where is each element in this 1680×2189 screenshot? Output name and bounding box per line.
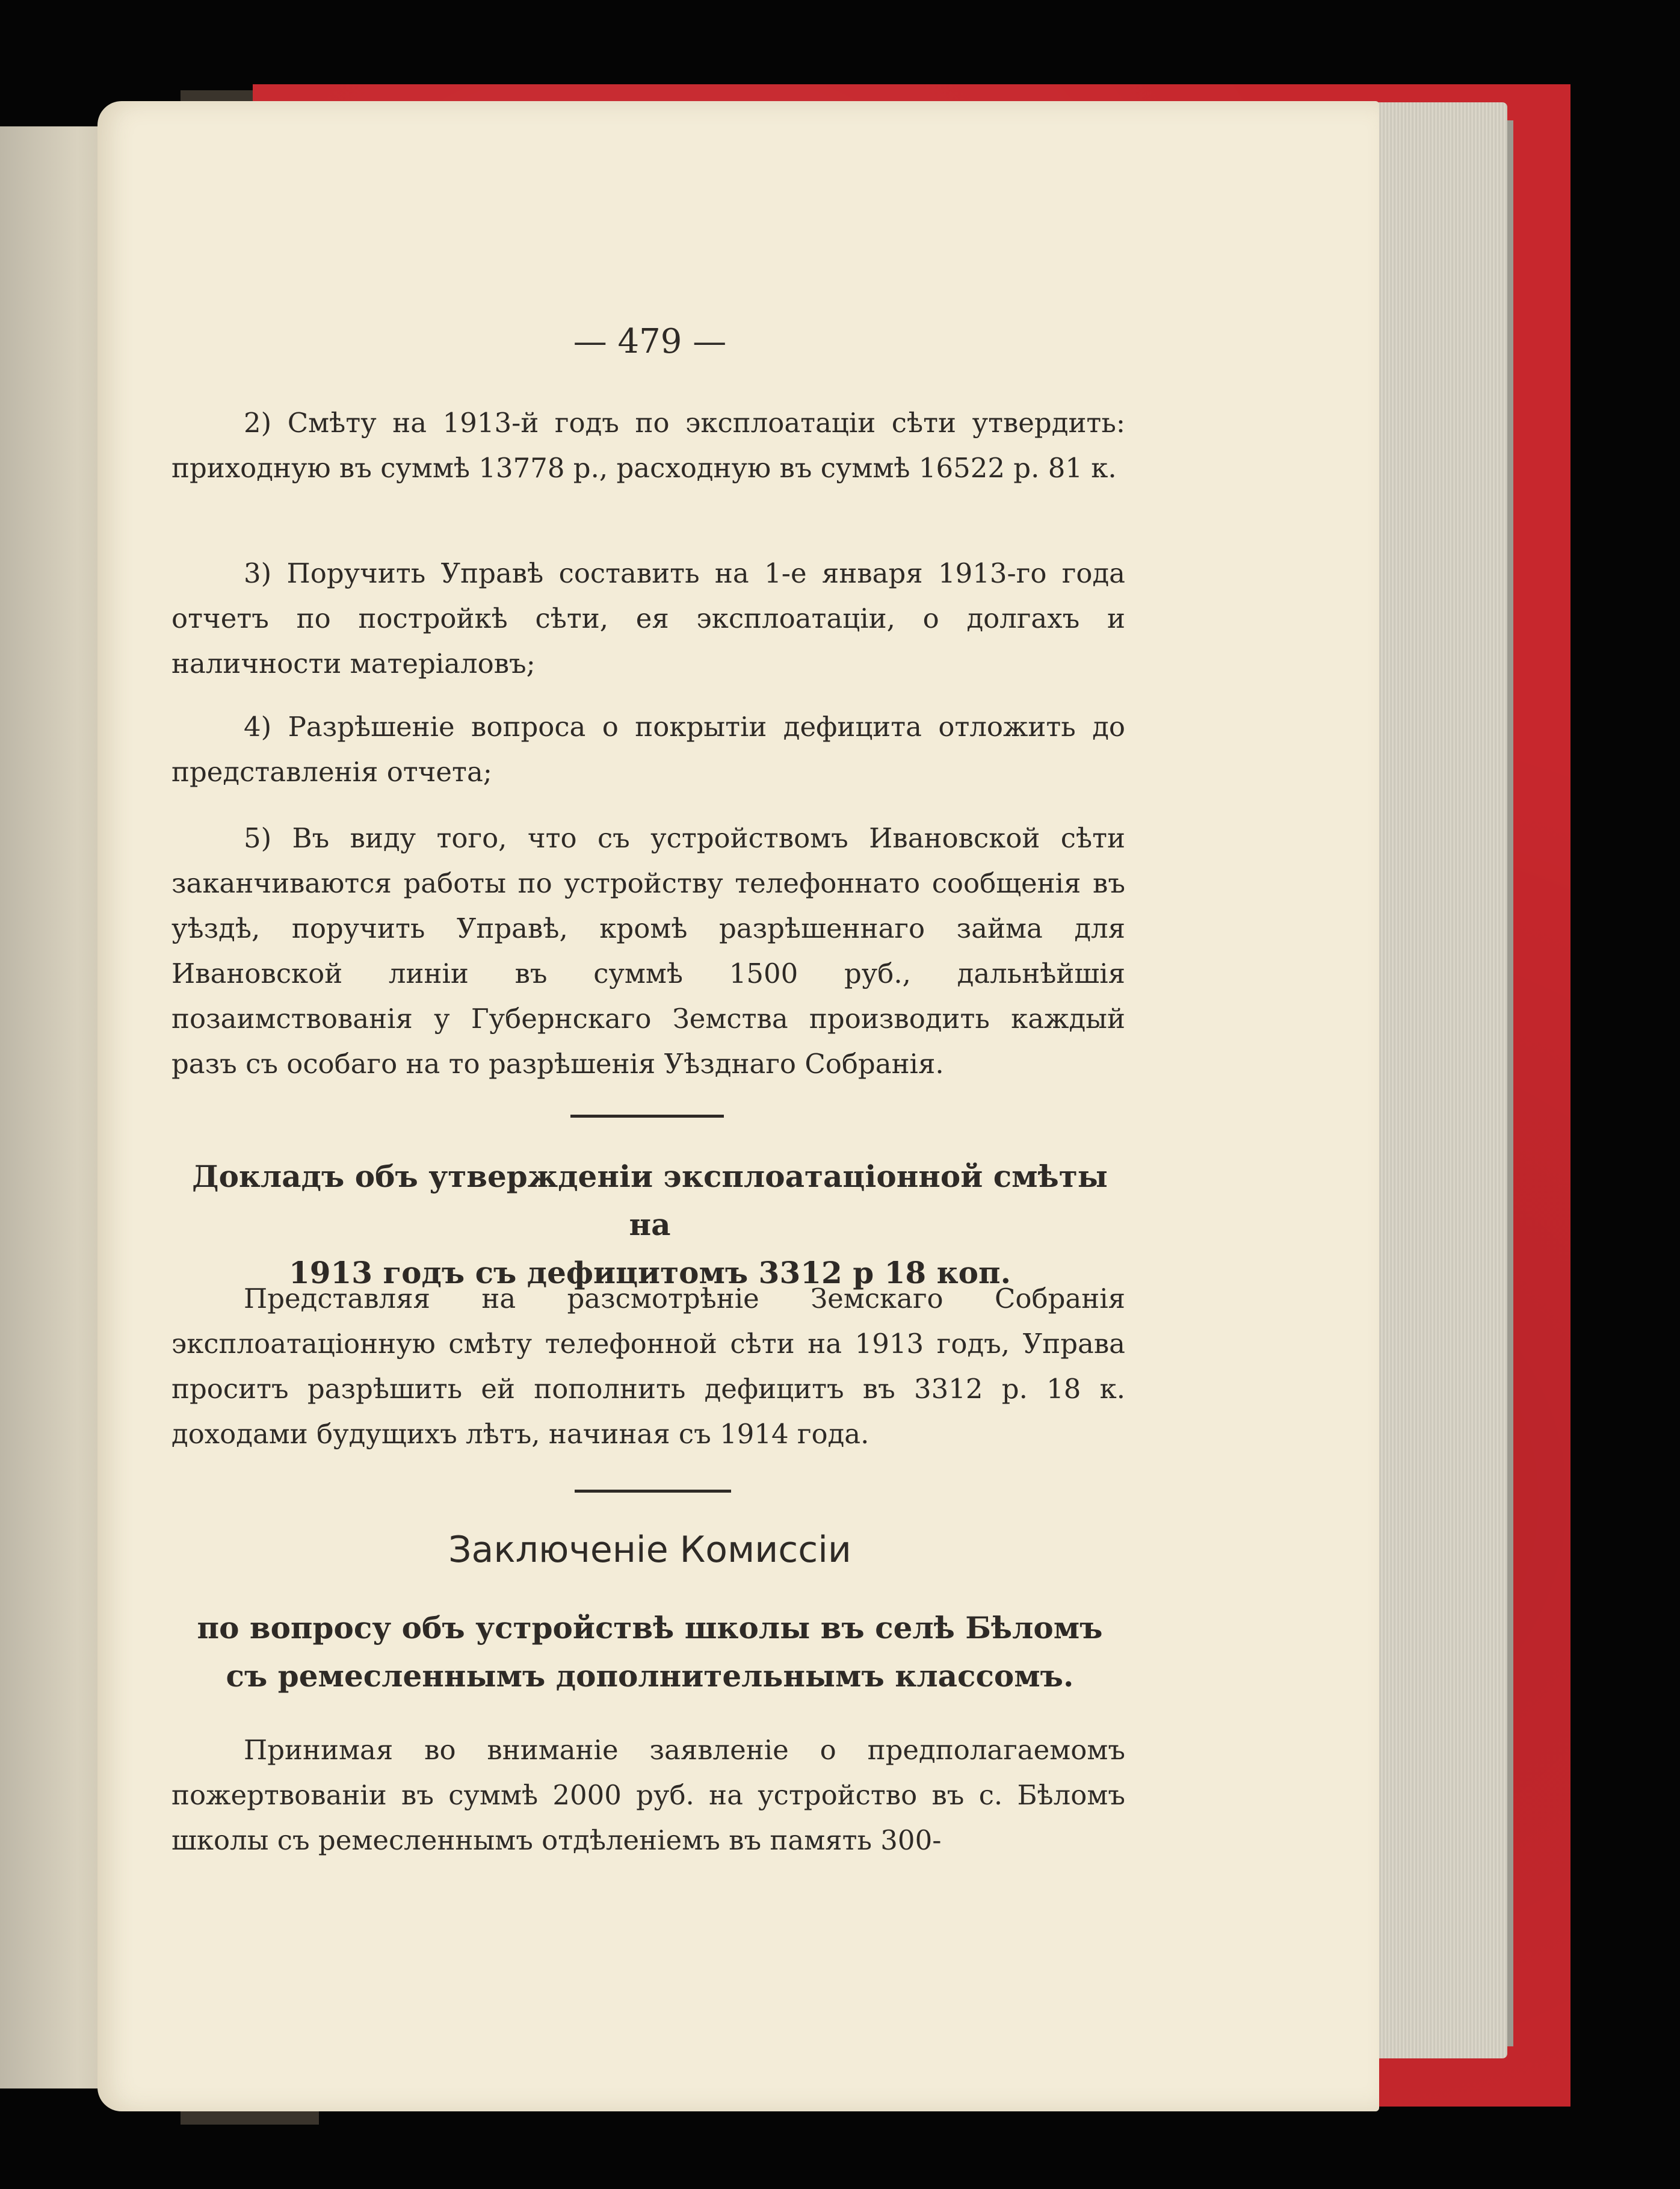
commission-body: Принимая во вниманіе заявленіе о предполагаемомъ пожертвованіи въ суммѣ 2000 руб. на устройство въ с. Бѣломъ школы съ ремесленнымъ отдѣленіемъ въ память 300- xyxy=(171,1734,1125,1856)
section-divider xyxy=(575,1490,731,1493)
list-item-5: 5) Въ виду того, что съ устройствомъ Ивановской сѣти заканчиваются работы по устройству телефоннато сообщенія въ уѣздѣ, поручить Управѣ, кромѣ разрѣшеннаго займа для Ивановской линіи въ суммѣ 1500 руб., дальнѣйшія позаимствованія у Губернскаго Земства производить каждый разъ съ особаго на то разрѣшенія Уѣзднаго Собранія. xyxy=(171,822,1125,1080)
page-number: — 479 — xyxy=(573,322,727,361)
section-divider xyxy=(570,1115,724,1118)
list-item-2: 2) Смѣту на 1913-й годъ по эксплоатаціи сѣти утвердить: приходную въ суммѣ 13778 р., расходную въ суммѣ 16522 р. 81 к. xyxy=(171,407,1125,484)
report-title-line-1: Докладъ объ утвержденіи эксплоатаціонной смѣты на xyxy=(192,1159,1108,1242)
list-item-3: 3) Поручить Управѣ составить на 1-е января 1913-го года отчетъ по постройкѣ сѣти, ея эксплоатаціи, о долгахъ и наличности матеріаловъ; xyxy=(171,557,1125,680)
report-title xyxy=(171,1153,1128,1297)
commission-subtitle xyxy=(171,1604,1128,1700)
commission-title: Заключеніе Комиссіи xyxy=(448,1529,851,1571)
commission-subtitle-line-2: съ ремесленнымъ дополнительнымъ классомъ. xyxy=(226,1658,1074,1694)
list-item-4: 4) Разрѣшеніе вопроса о покрытіи дефицита отложить до представленія отчета; xyxy=(171,711,1125,788)
page-stack-edge xyxy=(1375,102,1507,2058)
commission-subtitle-line-1: по вопросу объ устройствѣ школы въ селѣ Бѣломъ xyxy=(197,1610,1103,1646)
report-body: Представляя на разсмотрѣніе Земскаго Собранія эксплоатаціонную смѣту телефонной сѣти на 1913 годъ, Управа проситъ разрѣшить ей пополнить дефицитъ въ 3312 р. 18 к. доходами будущихъ лѣтъ, начиная съ 1914 года. xyxy=(171,1283,1125,1450)
report-title-line-2: 1913 годъ съ дефицитомъ 3312 р 18 коп. xyxy=(288,1255,1011,1290)
